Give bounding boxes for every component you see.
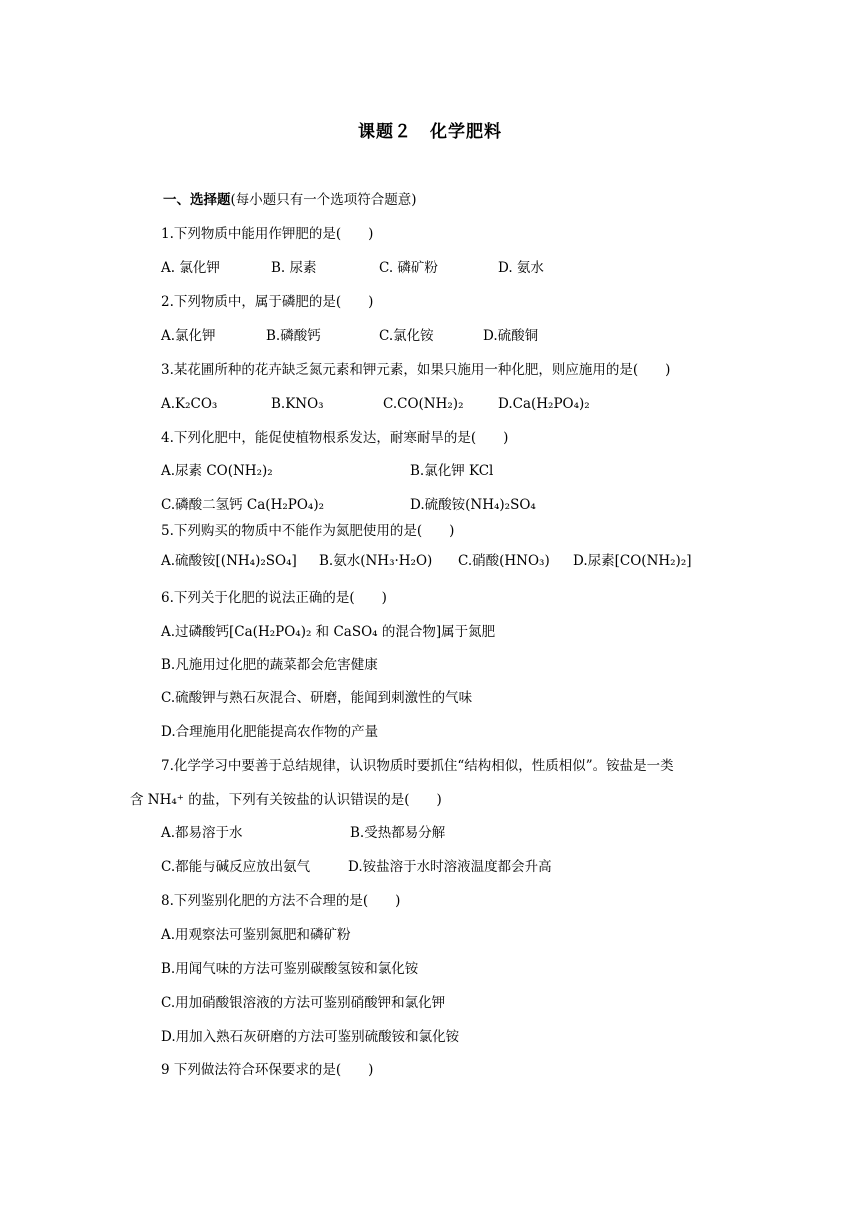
option-a: A.氯化钾 [161, 328, 216, 344]
option-b: B. 尿素 [271, 260, 317, 276]
option-c: C.CO(NH₂)₂ [383, 396, 464, 412]
question-6-option-a: A.过磷酸钙[Ca(H₂PO₄)₂ 和 CaSO₄ 的混合物]属于氮肥 [161, 624, 496, 640]
question-2-stem: 2.下列物质中，属于磷肥的是( ) [161, 294, 374, 310]
question-8-option-d: D.用加入熟石灰研磨的方法可鉴别硫酸铵和氯化铵 [161, 1029, 460, 1045]
option-a: A.都易溶于水 [161, 825, 243, 841]
section-header [163, 191, 417, 209]
question-4-stem: 4.下列化肥中，能促使植物根系发达，耐寒耐旱的是( ) [161, 430, 509, 446]
option-a: A.尿素 CO(NH₂)₂ [161, 463, 273, 479]
question-8-option-b: B.用闻气味的方法可鉴别碳酸氢铵和氯化铵 [161, 961, 419, 977]
option-b: B.受热都易分解 [350, 825, 446, 841]
question-1-stem: 1.下列物质中能用作钾肥的是( ) [161, 226, 374, 242]
option-d: D. 氨水 [498, 260, 544, 276]
option-c: C. 磷矿粉 [379, 260, 438, 276]
option-b: B.氨水(NH₃·H₂O) [319, 553, 433, 569]
question-7-stem-line-2: 含 NH₄⁺ 的盐，下列有关铵盐的认识错误的是( ) [130, 792, 442, 808]
question-6-option-d: D.合理施用化肥能提高农作物的产量 [161, 724, 379, 740]
question-8-option-c: C.用加硝酸银溶液的方法可鉴别硝酸钾和氯化钾 [161, 995, 446, 1011]
question-8-stem: 8.下列鉴别化肥的方法不合理的是( ) [161, 893, 401, 909]
option-d: D.Ca(H₂PO₄)₂ [498, 396, 590, 412]
option-b: B.氯化钾 KCl [410, 463, 494, 479]
question-5-stem: 5.下列购买的物质中不能作为氮肥使用的是( ) [161, 523, 455, 539]
option-d: D.硫酸铜 [483, 328, 539, 344]
question-8-option-a: A.用观察法可鉴别氮肥和磷矿粉 [161, 927, 351, 943]
question-6-stem: 6.下列关于化肥的说法正确的是( ) [161, 590, 387, 606]
page-title: 课题２ 化学肥料 [358, 122, 502, 142]
option-d: D.尿素[CO(NH₂)₂] [573, 553, 692, 569]
question-9-stem: 9 下列做法符合环保要求的是( ) [161, 1062, 374, 1078]
option-a: A. 氯化钾 [161, 260, 220, 276]
option-d: D.硫酸铵(NH₄)₂SO₄ [410, 497, 536, 513]
option-a: A.K₂CO₃ [161, 396, 218, 412]
question-6-option-b: B.凡施用过化肥的蔬菜都会危害健康 [161, 657, 378, 673]
section-heading: 一、选择题 [163, 192, 231, 208]
question-3-stem: 3.某花圃所种的花卉缺乏氮元素和钾元素，如果只施用一种化肥，则应施用的是( ) [161, 362, 671, 378]
section-note: (每小题只有一个选项符合题意) [230, 192, 417, 208]
question-6-option-c: C.硫酸钾与熟石灰混合、研磨，能闻到刺激性的气味 [161, 690, 473, 706]
option-c: C.氯化铵 [379, 328, 434, 344]
option-c: C.磷酸二氢钙 Ca(H₂PO₄)₂ [161, 497, 325, 513]
option-d: D.铵盐溶于水时溶液温度都会升高 [348, 859, 552, 875]
option-c: C.硝酸(HNO₃) [458, 553, 550, 569]
option-a: A.硫酸铵[(NH₄)₂SO₄] [161, 553, 297, 569]
option-b: B.KNO₃ [271, 396, 324, 412]
option-b: B.磷酸钙 [266, 328, 321, 344]
option-c: C.都能与碱反应放出氨气 [161, 859, 311, 875]
question-7-stem-line-1: 7.化学学习中要善于总结规律，认识物质时要抓住“结构相似，性质相似”。铵盐是一类 [161, 758, 674, 774]
